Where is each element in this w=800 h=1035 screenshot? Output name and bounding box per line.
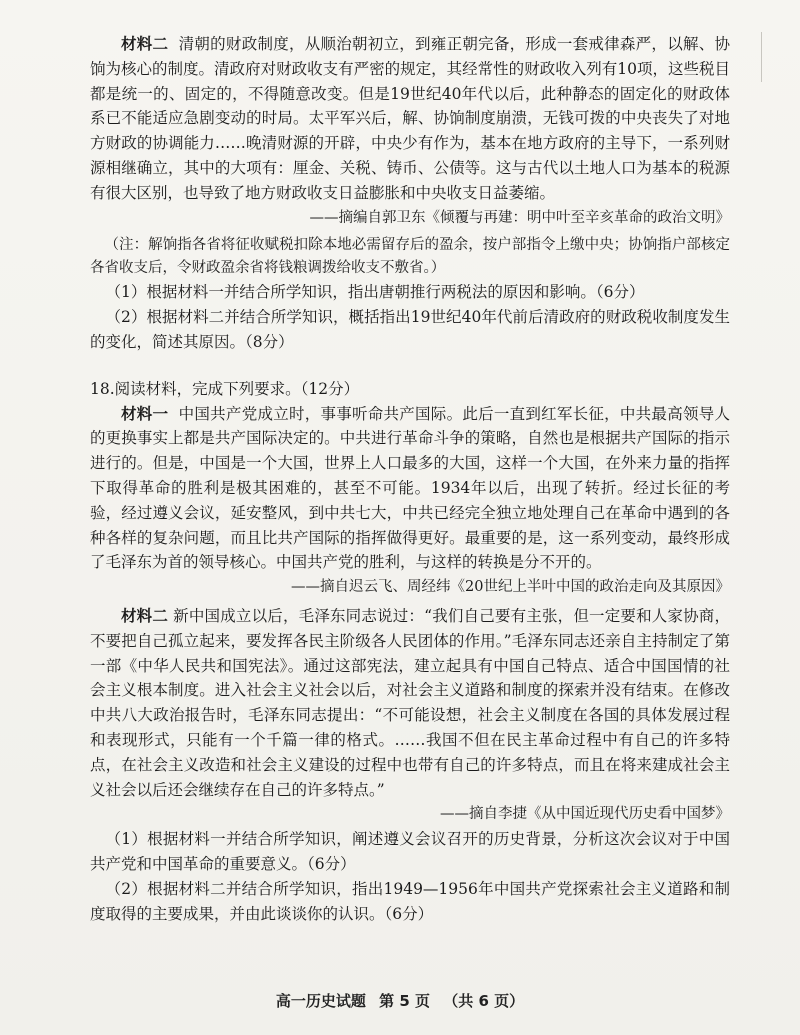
q18-material-2-source: ——摘自李捷《从中国近现代历史看中国梦》: [440, 806, 730, 823]
footer-title: 高一历史试题: [275, 992, 366, 1010]
material-2-text: 清朝的财政制度，从顺治朝初立，到雍正朝完备，形成一套戒律森严，以解、协饷为核心的制度。清政府对财政收支有严密的规定，其经常性的财政收入列有10项，这些税目都是统一的、固定的，不得随意改变。但是19世纪40年代以后，此种静态的固定化的财政体系已不能适应急剧变动的时局。太平军兴后，解、协饷制度崩溃，无钱可拨的中央丧失了对地方财政的协调能力……晚清财源的开辟，中央少有作为，基本在地方政府的主导下，一系列财源相继确立，其中的大项有：厘金、关税、铸币、公债等。这与古代以土地人口为基本的税源有很大区别，也导致了地方财政收支日益膨胀和中央收支日益萎缩。: [90, 35, 730, 202]
q17-sub1: （1）根据材料一并结合所学知识，指出唐朝推行两税法的原因和影响。（6分）: [105, 283, 645, 302]
q18-material-2-text: 新中国成立以后，毛泽东同志说过：“我们自己要有主张，但一定要和人家协商，不要把自己孤立起来，要发挥各民主阶级各人民团体的作用。”毛泽东同志还亲自主持制定了第一部《中华人民共和国宪法》。通过这部宪法，建立起具有中国自己特点、适合中国国情的社会主义根本制度。进入社会主义社会以后，对社会主义道路和制度的探索并没有结束。在修改中共八大政治报告时，毛泽东同志提出：“不可能设想，社会主义制度在各国的具体发展过程和表现形式，只能有一个千篇一律的格式。……我国不但在民主革命过程中有自己的许多特点，在社会主义改造和社会主义建设的过程中也带有自己的许多特点，而且在将来建成社会主义社会以后还会继续存在自己的许多特点。”: [90, 606, 730, 799]
q18-material-2-paragraph: [90, 604, 730, 802]
page-footer: [0, 990, 800, 1011]
q18-material-1-text: 中国共产党成立时，事事听命共产国际。此后一直到红军长征，中共最高领导人的更换事实上都是共产国际决定的。中共进行革命斗争的策略，自然也是根据共产国际的指示进行的。但是，中国是一个大国，世界上人口最多的大国，这样一个大国，在外来力量的指挥下取得革命的胜利是极其困难的，甚至不可能。1934年以后，出现了转折。经过长征的考验，经过遵义会议，延安整风，到中共七大，中共已经完全独立地处理自己在革命中遇到的各种各样的复杂问题，而且比共产国际的指挥做得更好。最重要的是，这一系列变动，最终形成了毛泽东为首的领导核心。中国共产党的胜利，与这样的转换是分不开的。: [90, 404, 730, 572]
q17-sub2: （2）根据材料二并结合所学知识，概括指出19世纪40年代前后清政府的财政税收制度发生的变化，简述其原因。（8分）: [90, 308, 730, 351]
q18-material-1-label: 材料一: [121, 404, 169, 423]
q18-material-1-paragraph: [90, 402, 730, 576]
q18-material-1-source: ——摘自迟云飞、周经纬《20世纪上半叶中国的政治走向及其原因》: [291, 579, 730, 596]
q18-material-2-label: 材料二: [121, 606, 169, 625]
footer-page-number: 第 5 页: [379, 992, 430, 1010]
scan-edge-mark: [761, 32, 774, 82]
q18-sub2: （2）根据材料二并结合所学知识，指出1949—1956年中国共产党探索社会主义道路和制度取得的主要成果，并由此谈谈你的认识。（6分）: [90, 879, 730, 923]
material-2-label: 材料二: [121, 35, 169, 53]
page-content: [90, 32, 730, 926]
material-2-source: ——摘编自郭卫东《倾覆与再建：明中叶至辛亥革命的政治文明》: [309, 209, 730, 226]
q18-heading: 18.阅读材料，完成下列要求。（12分）: [90, 379, 360, 398]
material-2-paragraph: [90, 32, 730, 206]
footer-total-pages: （共 6 页）: [443, 992, 525, 1010]
q18-sub1: （1）根据材料一并结合所学知识，阐述遵义会议召开的历史背景，分析这次会议对于中国共产党和中国革命的重要意义。（6分）: [90, 830, 730, 873]
material-2-note: （注：解饷指各省将征收赋税扣除本地必需留存后的盈余，按户部指令上缴中央；协饷指户部核定各省收支后，令财政盈余省将钱粮调拨给收支不敷省。）: [90, 237, 730, 277]
